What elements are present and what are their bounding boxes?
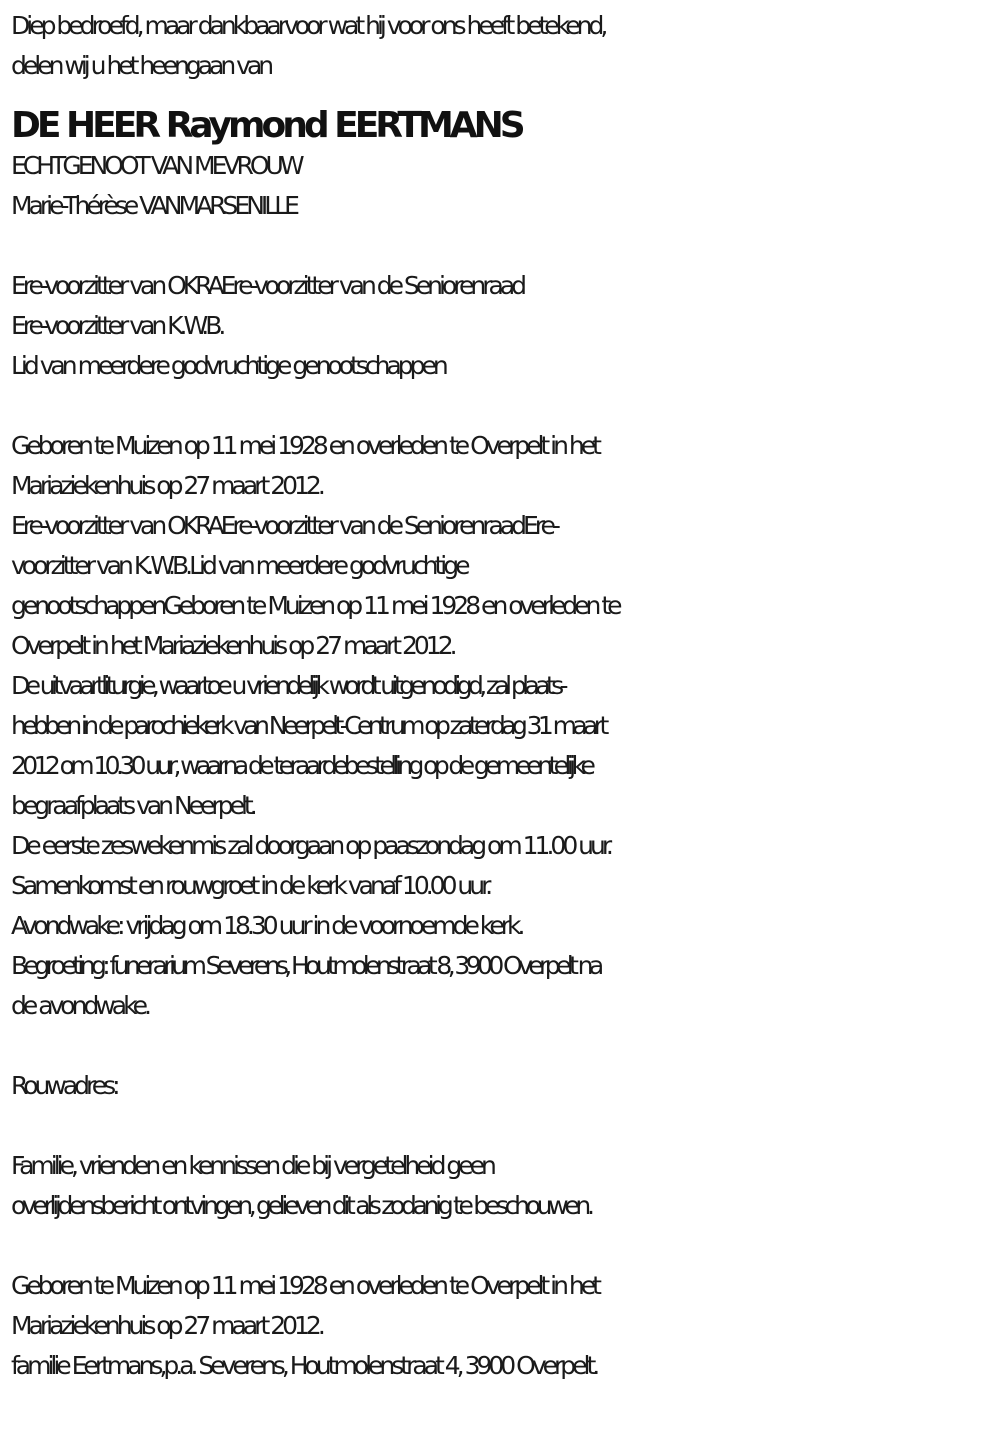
body-line: De uitvaartliturgie, waartoe u vriendelijk wordt uitgenodigd, zal plaats-	[11, 671, 564, 700]
intro-line: delen wij u het heengaan van	[11, 51, 271, 80]
rouwadres-label: Rouwadres:	[11, 1071, 117, 1100]
honorary-titles	[11, 266, 988, 386]
body-line: hebben in de parochiekerk van Neerpelt-Centrum op zaterdag 31 maart	[11, 711, 605, 740]
spacer	[11, 1106, 988, 1146]
body-line: Overpelt in het Mariaziekenhuis op 27 maart 2012.	[11, 631, 454, 660]
intro-line: Diep bedroefd, maar dankbaarvoor wat hij voor ons heeft betekend,	[11, 11, 605, 40]
closing-line: familie Eertmans,p.a. Severens, Houtmolenstraat 4, 3900 Overpelt.	[11, 1351, 597, 1380]
body-line: 2012 om 10.30 uur, waarna de teraardebestelling op de gemeentelijke	[11, 751, 592, 780]
body-line: Mariaziekenhuis op 27 maart 2012.	[11, 471, 322, 500]
notice-line: overlijdensbericht ontvingen, gelieven dit als zodanig te beschouwen.	[11, 1191, 591, 1220]
title-line: Ere-voorzitter van OKRAEre-voorzitter van de Seniorenraad	[11, 271, 524, 300]
closing-text	[11, 1266, 988, 1386]
closing-line: Mariaziekenhuis op 27 maart 2012.	[11, 1311, 322, 1340]
spouse-label: ECHTGENOOT VAN MEVROUW	[11, 151, 301, 180]
closing-line: Geboren te Muizen op 11 mei 1928 en overleden te Overpelt in het	[11, 1271, 598, 1300]
body-line: Ere-voorzitter van OKRAEre-voorzitter van de SeniorenraadEre-	[11, 511, 557, 540]
body-line: De eerste zeswekenmis zal doorgaan op paaszondag om 11.00 uur.	[11, 831, 610, 860]
spacer	[11, 1226, 988, 1266]
body-text	[11, 426, 988, 1026]
intro-text	[11, 6, 988, 86]
body-line: Samenkomst en rouwgroet in de kerk vanaf 10.00 uur.	[11, 871, 490, 900]
title-line: Ere-voorzitter van K.W.B.	[11, 311, 223, 340]
body-line: Geboren te Muizen op 11 mei 1928 en overleden te Overpelt in het	[11, 431, 598, 460]
body-line: genootschappenGeboren te Muizen op 11 mei 1928 en overleden te	[11, 591, 619, 620]
spacer	[11, 226, 988, 266]
body-line: Avondwake: vrijdag om 18.30 uur in de voornoemde kerk.	[11, 911, 522, 940]
body-line: begraafplaats van Neerpelt.	[11, 791, 254, 820]
body-line: Begroeting: funerarium Severens, Houtmolenstraat 8, 3900 Overpelt na	[11, 951, 600, 980]
spacer	[11, 1026, 988, 1066]
notice-text	[11, 1146, 988, 1226]
notice-line: Familie, vrienden en kennissen die bij vergetelheid geen	[11, 1151, 493, 1180]
body-line: voorzitter van K.W.B.Lid van meerdere godvruchtige	[11, 551, 467, 580]
body-line: de avondwake.	[11, 991, 149, 1020]
spouse-name: Marie-Thérèse VANMARSENILLE	[11, 191, 296, 220]
title-line: Lid van meerdere godvruchtige genootschappen	[11, 351, 445, 380]
spacer	[11, 386, 988, 426]
deceased-name: DE HEER Raymond EERTMANS	[11, 105, 522, 146]
